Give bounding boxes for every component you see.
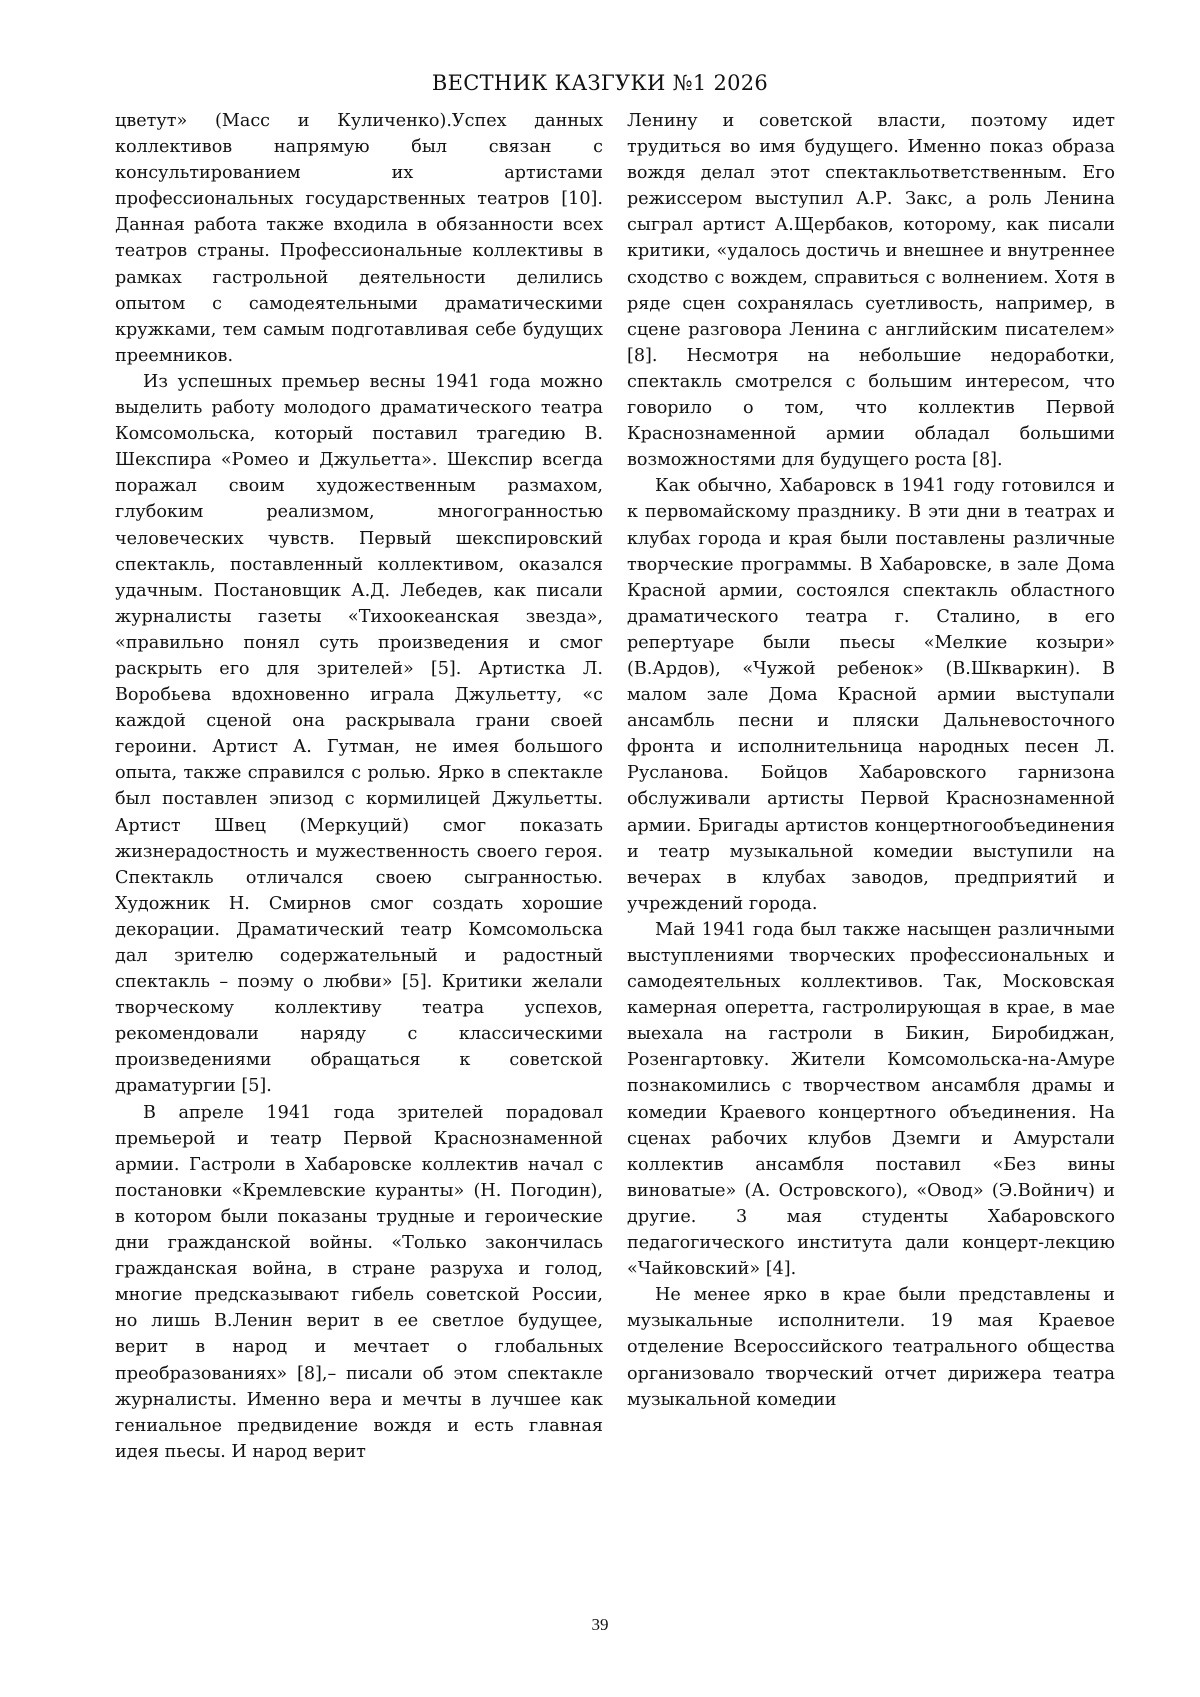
left-column bbox=[115, 108, 603, 1465]
journal-header: ВЕСТНИК КАЗГУКИ №1 2026 bbox=[431, 71, 769, 95]
paragraph: Как обычно, Хабаровск в 1941 году готовился и к первомайскому празднику. В эти дни в театрах и клубах города и края были поставлены различные творческие программы. В Хабаровске, в зале Дома Красной армии, состоялся спектакль областного драматического театра г. Сталино, в его репертуаре были пьесы «Мелкие козыри» (В.Ардов), «Чужой ребенок» (В.Шкваркин). В малом зале Дома Красной армии выступали ансамбль песни и пляски Дальневосточного фронта и исполнительница народных песен Л. Русланова. Бойцов Хабаровского гарнизона обслуживали артисты Первой Краснознаменной армии. Бригады артистов концертногообъединения и театр музыкальной комедии выступили на вечерах в клубах заводов, предприятий и учреждений города. bbox=[627, 476, 1115, 914]
paragraph: В апреле 1941 года зрителей порадовал премьерой и театр Первой Краснознаменной армии. Гастроли в Хабаровске коллектив начал с постановки «Кремлевские куранты» (Н. Погодин), в котором были показаны трудные и героические дни гражданской войны. «Только закончилась гражданская война, в стране разруха и голод, многие предсказывают гибель советской России, но лишь В.Ленин верит в ее светлое будущее, верит в народ и мечтает о глобальных преобразованиях» [8],– писали об этом спектакле журналисты. Именно вера и мечты в лучшее как гениальное предвидение вождя и есть главная идея пьесы. И народ верит bbox=[115, 1102, 603, 1462]
paragraph-continuation: цветут» (Масс и Куличенко).Успех данных коллективов напрямую был связан с консультированием их артистами профессиональных государственных театров [10]. Данная работа также входила в обязанности всех театров страны. Профессиональные коллективы в рамках гастрольной деятельности делились опытом с самодеятельными драматическими кружками, тем самым подготавливая себе будущих преемников. bbox=[115, 111, 603, 366]
paragraph-continuation: Ленину и советской власти, поэтому идет трудиться во имя будущего. Именно показ образа вождя делал этот спектакльответственным. Его режиссером выступил А.Р. Закс, а роль Ленина сыграл артист А.Щербаков, которому, как писали критики, «удалось достичь и внешнее и внутреннее сходство с вождем, справиться с волнением. Хотя в ряде сцен сохранялась суетливость, например, в сцене разговора Ленина с английским писателем» [8]. Несмотря на небольшие недоработки, спектакль смотрелся с большим интересом, что говорило о том, что коллектив Первой Краснознаменной армии обладал большими возможностями для будущего роста [8]. bbox=[627, 111, 1115, 471]
page-number: 39 bbox=[591, 1615, 609, 1634]
paragraph: Не менее ярко в крае были представлены и музыкальные исполнители. 19 мая Краевое отделение Всероссийского театрального общества организовало творческий отчет дирижера театра музыкальной комедии bbox=[627, 1285, 1115, 1410]
paragraph: Из успешных премьер весны 1941 года можно выделить работу молодого драматического театра Комсомольска, который поставил трагедию В. Шекспира «Ромео и Джульетта». Шекспир всегда поражал своим художественным размахом, глубоким реализмом, многогранностью человеческих чувств. Первый шекспировский спектакль, поставленный коллективом, оказался удачным. Постановщик А.Д. Лебедев, как писали журналисты газеты «Тихоокеанская звезда», «правильно понял суть произведения и смог раскрыть его для зрителей» [5]. Артистка Л. Воробьева вдохновенно играла Джульетту, «с каждой сценой она раскрывала грани своей героини. Артист А. Гутман, не имея большого опыта, также справился с ролью. Ярко в спектакле был поставлен эпизод с кормилицей Джульетты. Артист Швец (Меркуций) смог показать жизнерадостность и мужественность своего героя. Спектакль отличался своею сыгранностью. Художник Н. Смирнов смог создать хорошие декорации. Драматический театр Комсомольска дал зрителю содержательный и радостный спектакль – поэму о любви» [5]. Критики желали творческому коллективу театра успехов, рекомендовали наряду с классическими произведениями обращаться к советской драматургии [5]. bbox=[115, 371, 603, 1097]
paragraph: Май 1941 года был также насыщен различными выступлениями творческих профессиональных и самодеятельных коллективов. Так, Московская камерная оперетта, гастролирующая в крае, в мае выехала на гастроли в Бикин, Биробиджан, Розенгартовку. Жители Комсомольска-на-Амуре познакомились с творчеством ансамбля драмы и комедии Краевого концертного объединения. На сценах рабочих клубов Дземги и Амурстали коллектив ансамбля поставил «Без вины виноватые» (А. Островского), «Овод» (Э.Войнич) и другие. 3 мая студенты Хабаровского педагогического института дали концерт-лекцию «Чайковский» [4]. bbox=[627, 919, 1115, 1280]
right-column bbox=[627, 108, 1115, 1413]
